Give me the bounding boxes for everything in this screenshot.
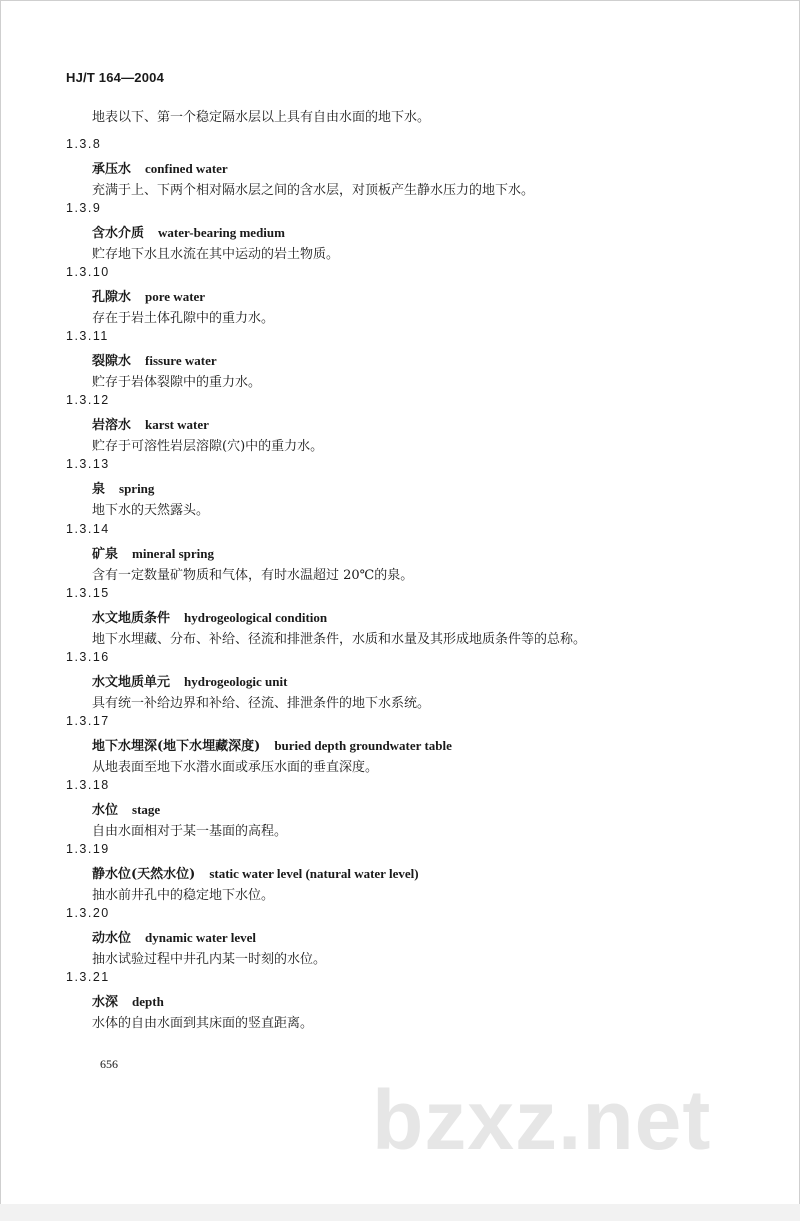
term-english: static water level (natural water level) [209,866,419,882]
clause-number: 1.3.12 [66,393,110,408]
term-definition: 贮存于可溶性岩层溶隙(穴)中的重力水。 [92,439,324,455]
term-chinese: 裂隙水 [92,354,132,370]
term-chinese: 孔隙水 [92,290,132,306]
term-line [92,478,154,497]
term-chinese: 矿泉 [92,546,119,562]
term-english: buried depth groundwater table [274,737,452,753]
term-english: depth [132,994,164,1010]
term-definition: 从地表面至地下水潜水面或承压水面的垂直深度。 [92,759,379,775]
term-definition: 存在于岩土体孔隙中的重力水。 [92,311,275,327]
term-entry [66,906,746,970]
term-definition: 含有一定数量矿物质和气体，有时水温超过 20℃的泉。 [92,567,414,583]
term-entry [66,457,746,521]
clause-number: 1.3.13 [66,457,110,472]
term-english: pore water [145,289,206,305]
term-entry [66,522,746,586]
watermark-text: bzxz.net [372,1073,712,1167]
term-english: stage [132,801,161,817]
term-chinese: 水文地质单元 [92,674,171,690]
term-chinese: 水文地质条件 [92,610,171,626]
term-definition: 具有统一补给边界和补给、径流、排泄条件的地下水系统。 [92,695,431,711]
term-definition: 自由水面相对于某一基面的高程。 [92,823,288,839]
page-number: 656 [100,1057,118,1071]
term-english: hydrogeological condition [184,609,328,625]
clause-number: 1.3.18 [66,777,110,792]
term-entry [66,778,746,842]
clause-number: 1.3.15 [66,585,110,600]
term-english: spring [119,481,155,497]
term-entry [66,329,746,393]
term-english: confined water [145,161,228,176]
term-definition: 水体的自由水面到其床面的竖直距离。 [92,1016,314,1032]
clause-number: 1.3.16 [66,649,110,664]
term-line [92,927,256,946]
clause-number: 1.3.19 [66,842,110,857]
term-chinese: 静水位(天然水位) [92,867,196,883]
clause-number: 1.3.21 [66,970,110,985]
term-entry [66,201,746,265]
clause-number: 1.3.20 [66,906,110,921]
term-english: water-bearing medium [158,225,285,241]
bottom-bar [0,1204,800,1221]
term-definition: 地下水的天然露头。 [92,503,210,519]
term-line [92,607,327,626]
clause-number: 1.3.14 [66,521,110,536]
term-english: dynamic water level [145,930,256,946]
term-english: hydrogeologic unit [184,673,288,689]
term-line [92,286,205,305]
term-definition: 抽水试验过程中井孔内某一时刻的水位。 [92,952,327,968]
term-definition: 地下水埋藏、分布、补给、径流和排泄条件，水质和水量及其形成地质条件等的总称。 [92,631,587,647]
clause-number: 1.3.8 [66,137,102,151]
term-line [92,799,160,818]
term-english: mineral spring [132,545,214,561]
term-definition: 贮存地下水且水流在其中运动的岩土物质。 [92,247,340,263]
clause-number: 1.3.10 [66,265,110,280]
term-chinese: 动水位 [92,931,132,947]
term-entry [66,586,746,650]
term-entries [66,137,746,1034]
term-entry [66,650,746,714]
term-definition: 充满于上、下两个相对隔水层之间的含水层，对顶板产生静水压力的地下水。 [92,183,535,198]
doc-code-header: HJ/T 164—2004 [66,70,164,85]
term-line [92,414,209,433]
term-definition: 抽水前井孔中的稳定地下水位。 [92,888,275,904]
clause-number: 1.3.17 [66,713,110,728]
term-entry [66,714,746,778]
term-definition: 贮存于岩体裂隙中的重力水。 [92,375,262,391]
term-line [92,735,452,754]
term-line [92,991,164,1010]
clause-number: 1.3.11 [66,329,109,344]
clause-number: 1.3.9 [66,201,102,216]
term-line [92,671,287,690]
term-entry [66,970,746,1034]
term-line [92,222,285,241]
term-chinese: 含水介质 [92,226,145,242]
intro-text: 地表以下、第一个稳定隔水层以上具有自由水面的地下水。 [92,110,431,125]
term-line [92,863,419,882]
term-chinese: 泉 [92,482,106,498]
term-chinese: 地下水埋深(地下水埋藏深度) [92,738,261,754]
term-chinese: 承压水 [92,162,132,177]
term-chinese: 水位 [92,802,119,818]
term-entry [66,137,746,201]
term-chinese: 岩溶水 [92,418,132,434]
term-line [92,350,217,369]
term-line [92,158,228,177]
term-line [92,543,214,562]
term-entry [66,393,746,457]
term-entry [66,842,746,906]
term-english: fissure water [145,353,217,369]
term-english: karst water [145,417,209,433]
term-chinese: 水深 [92,995,119,1011]
term-entry [66,265,746,329]
